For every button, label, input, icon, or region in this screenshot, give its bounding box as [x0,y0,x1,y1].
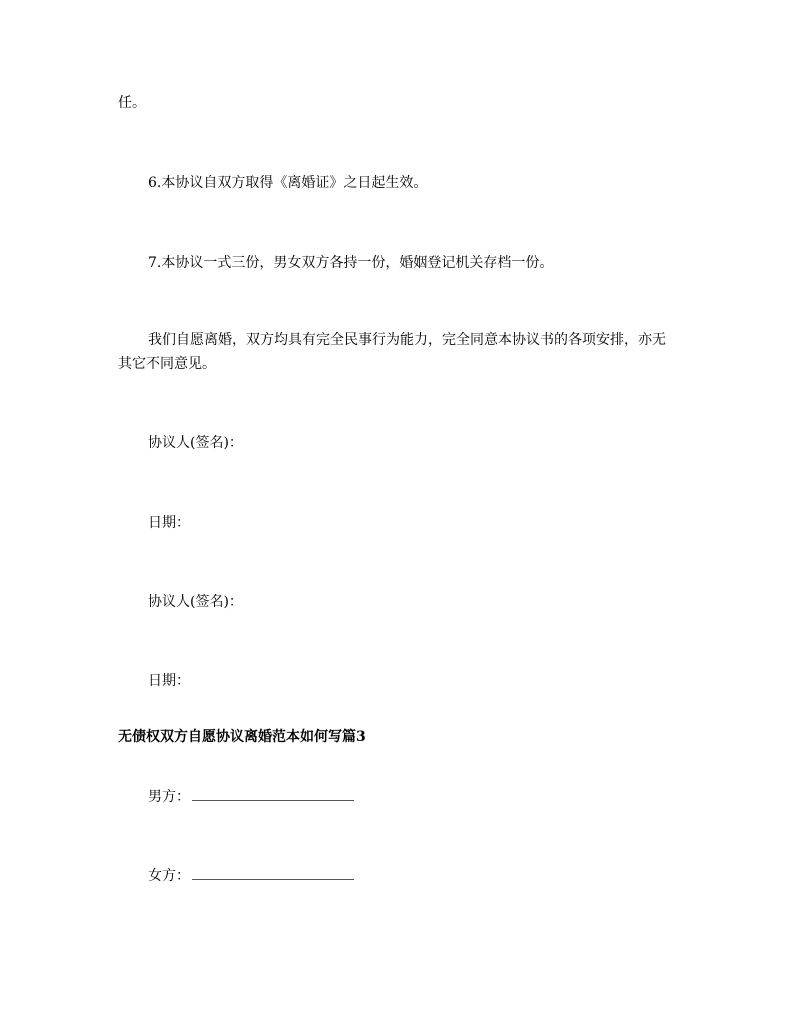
signature-line-1: 协议人(签名)： [148,435,243,451]
signature-line-2: 协议人(签名)： [148,594,243,610]
male-party-blank [192,786,354,801]
male-party-label: 男方： [148,789,190,805]
female-party-line [148,865,354,886]
male-party-line [148,786,354,807]
date-line-1: 日期： [148,515,190,531]
text-line-continuation: 任。 [118,95,146,111]
clause-7: 7.本协议一式三份，男女双方各持一份，婚姻登记机关存档一份。 [148,255,554,271]
female-party-blank [192,865,354,880]
clause-6: 6.本协议自双方取得《离婚证》之日起生效。 [148,175,428,191]
statement-paragraph: 我们自愿离婚，双方均具有完全民事行为能力，完全同意本协议书的各项安排，亦无其它不同意见。 [118,332,666,372]
female-party-label: 女方： [148,868,190,884]
section-heading: 无债权双方自愿协议离婚范本如何写篇3 [118,729,366,745]
date-line-2: 日期： [148,673,190,689]
